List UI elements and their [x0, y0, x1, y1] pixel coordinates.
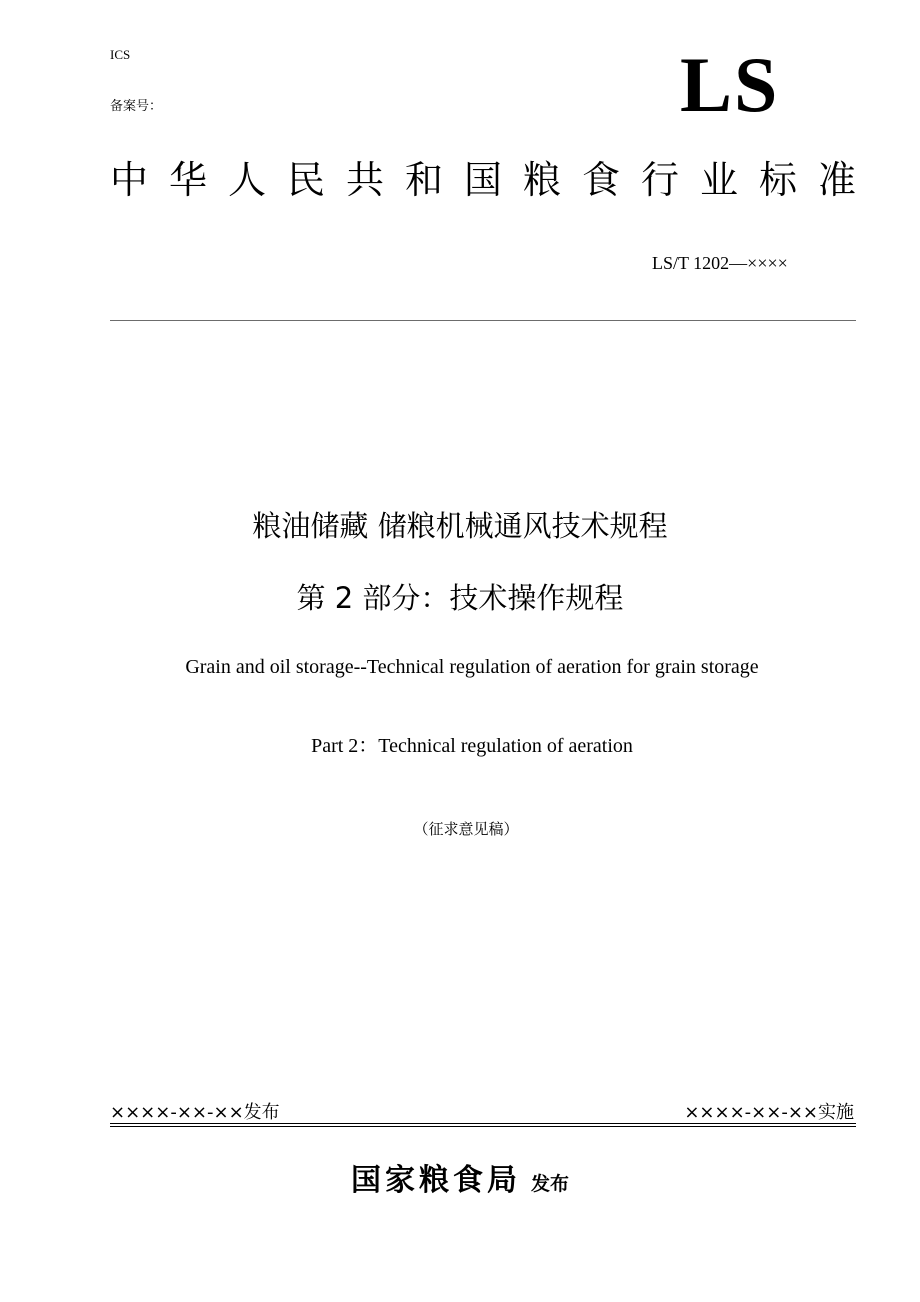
- document-title-en: Grain and oil storage--Technical regulation of aeration for grain storage: [185, 656, 759, 678]
- document-part-title-zh: 第 2 部分：技术操作规程: [296, 581, 624, 615]
- issuer-line: [0, 1155, 920, 1199]
- footer-divider-bottom: [110, 1126, 856, 1127]
- implement-date: ××××-××-××实施: [684, 1102, 854, 1123]
- publish-date: ××××-××-××发布: [110, 1102, 280, 1123]
- ics-label: ICS: [110, 47, 131, 62]
- footer-divider-top: [110, 1123, 856, 1124]
- standard-category: 中华人民共和国粮食行业标准: [110, 158, 878, 202]
- issuing-authority: 国家粮食局: [350, 1163, 521, 1198]
- record-number-label: 备案号：: [110, 99, 163, 114]
- issued-label: 发布: [530, 1173, 569, 1195]
- standard-number: LS/T 1202—××××: [652, 253, 788, 273]
- document-title-zh: 粮油储藏 储粮机械通风技术规程: [252, 509, 668, 543]
- draft-status-note: （征求意见稿）: [413, 820, 519, 838]
- ls-logo: LS: [680, 41, 780, 128]
- document-part-title-en: Part 2：Technical regulation of aeration: [311, 735, 633, 757]
- header-divider: [110, 320, 856, 321]
